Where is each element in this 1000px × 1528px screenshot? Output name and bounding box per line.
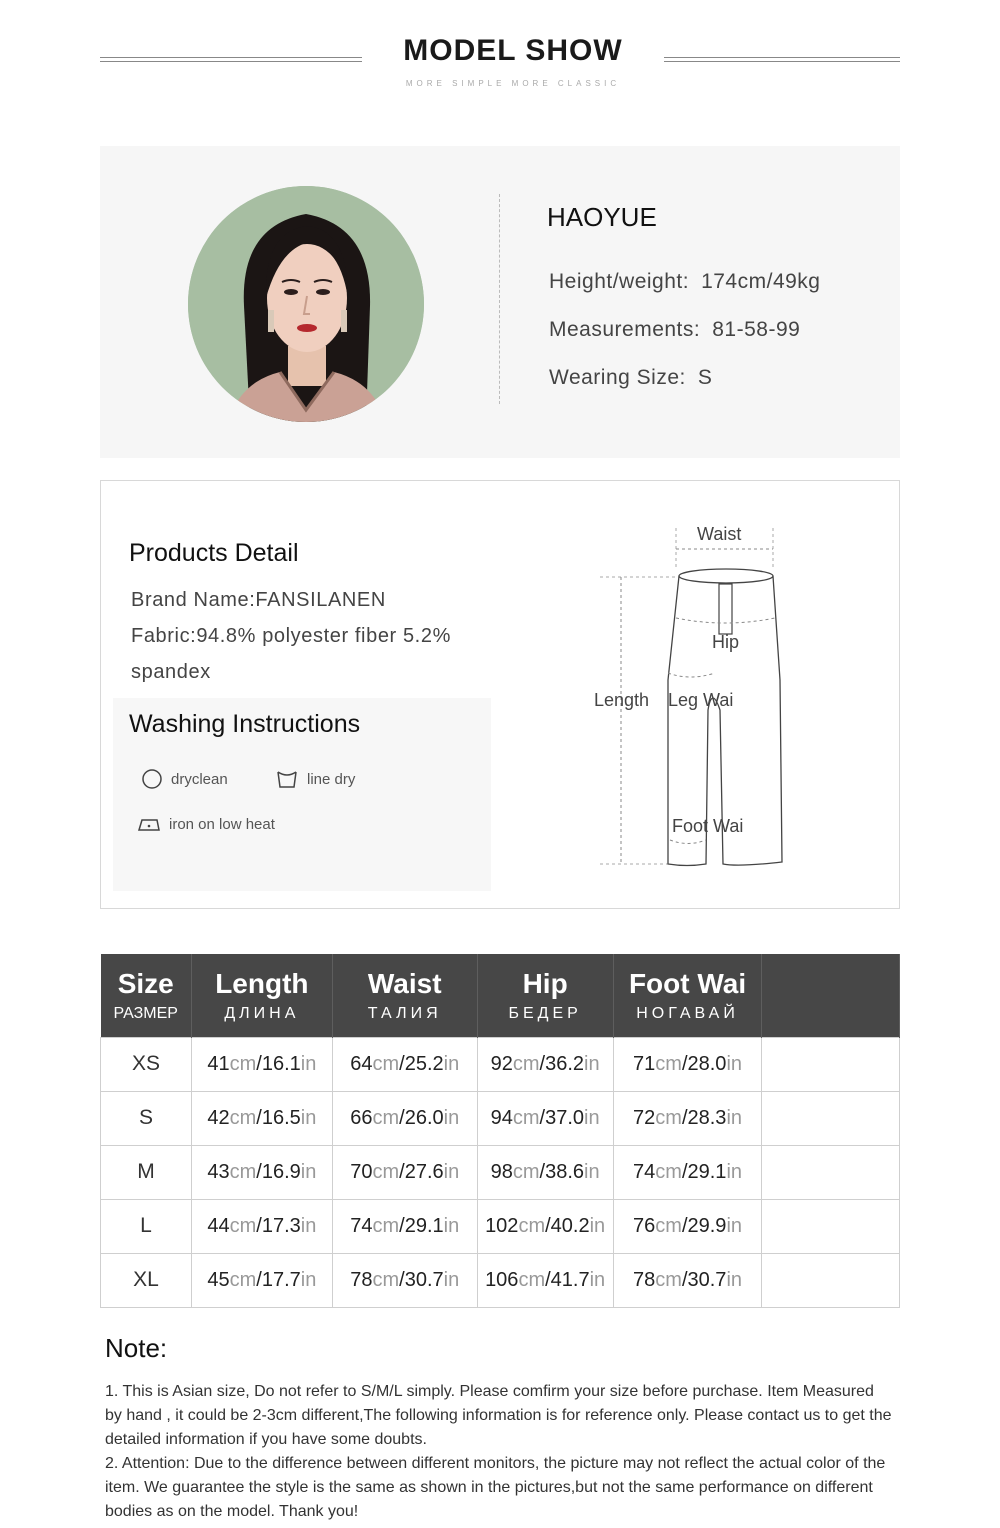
inch-unit: in <box>300 1106 317 1129</box>
slash: / <box>545 1214 551 1237</box>
waist-cell <box>332 1145 477 1199</box>
cm-value: 41 <box>207 1052 230 1075</box>
slash: / <box>545 1268 551 1291</box>
vertical-divider <box>499 194 500 404</box>
slash: / <box>256 1214 262 1237</box>
header-waist <box>332 954 477 1037</box>
cm-value: 42 <box>207 1106 230 1129</box>
note-title: Note: <box>105 1333 168 1363</box>
header-divider-left <box>100 57 362 62</box>
slash: / <box>539 1106 546 1129</box>
model-row-label: Measurements: <box>549 318 701 341</box>
inch-unit: in <box>443 1160 460 1183</box>
diagram-label-length: Length <box>594 690 650 710</box>
hip-cell <box>477 1091 613 1145</box>
empty-cell <box>762 1091 900 1145</box>
cm-value: 44 <box>207 1214 230 1237</box>
slash: / <box>399 1106 405 1129</box>
table-row <box>101 1091 900 1145</box>
model-row-label: Wearing Size: <box>549 366 686 389</box>
model-avatar <box>188 186 424 422</box>
slash: / <box>681 1052 688 1075</box>
slash: / <box>681 1160 688 1183</box>
header-empty <box>762 954 900 1037</box>
table-row <box>101 1199 900 1253</box>
header-en: Size <box>117 967 174 999</box>
brand-name: Brand Name:FANSILANEN <box>131 589 386 611</box>
length-cell <box>191 1145 332 1199</box>
inch-value: 36.2 <box>545 1052 585 1075</box>
slash: / <box>399 1160 405 1183</box>
waist-cell <box>332 1199 477 1253</box>
cm-unit: cm <box>655 1052 682 1075</box>
table-row <box>101 1037 900 1091</box>
hip-cell <box>477 1037 613 1091</box>
wash-item-iron <box>137 814 275 834</box>
inch-unit: in <box>443 1268 460 1291</box>
inch-value: 16.9 <box>261 1160 301 1183</box>
length-cell <box>191 1199 332 1253</box>
header-en: Waist <box>367 967 442 999</box>
foot-cell <box>613 1091 762 1145</box>
size-cell: L <box>101 1199 192 1253</box>
inch-unit: in <box>443 1106 460 1129</box>
inch-unit: in <box>300 1052 317 1075</box>
cm-unit: cm <box>372 1052 400 1075</box>
inch-value: 29.1 <box>687 1160 727 1183</box>
model-measurements <box>549 318 800 342</box>
header-en: Length <box>215 967 309 999</box>
slash: / <box>681 1106 688 1129</box>
cm-unit: cm <box>229 1052 257 1075</box>
cm-value: 78 <box>350 1268 373 1291</box>
products-detail-title: Products Detail <box>129 539 299 567</box>
inch-value: 41.7 <box>550 1268 590 1291</box>
wash-item-label: dryclean <box>171 770 228 788</box>
diagram-label-hip: Hip <box>712 632 740 652</box>
empty-cell <box>762 1145 900 1199</box>
hip-cell <box>477 1253 613 1307</box>
slash: / <box>399 1268 405 1291</box>
cm-unit: cm <box>512 1052 540 1075</box>
fabric-line-2: spandex <box>131 661 211 683</box>
note-paragraph-2: 2. Attention: Due to the difference between different monitors, the picture may not reflect the actual color of the item. We guarantee the style is the same as shown in the pictures,but not the same performance on different bodies as on the model. Thank you! <box>105 1455 886 1520</box>
waist-cell <box>332 1091 477 1145</box>
slash: / <box>399 1052 405 1075</box>
slash: / <box>539 1052 546 1075</box>
inch-value: 37.0 <box>545 1106 585 1129</box>
inch-value: 26.0 <box>404 1106 444 1129</box>
diagram-label-foot: Foot Wai <box>672 816 744 836</box>
table-header-row <box>101 954 900 1037</box>
cm-value: 70 <box>350 1160 373 1183</box>
header-size <box>101 954 192 1037</box>
inch-value: 28.3 <box>687 1106 727 1129</box>
cm-unit: cm <box>372 1268 400 1291</box>
cm-unit: cm <box>372 1106 400 1129</box>
cm-unit: cm <box>512 1106 540 1129</box>
slash: / <box>256 1160 262 1183</box>
waist-cell <box>332 1253 477 1307</box>
inch-unit: in <box>589 1268 606 1291</box>
waist-cell <box>332 1037 477 1091</box>
inch-value: 16.1 <box>261 1052 301 1075</box>
wash-item-label: line dry <box>307 770 356 788</box>
slash: / <box>539 1160 546 1183</box>
header-ru: ДЛИНА <box>224 1004 300 1022</box>
model-portrait-image <box>188 186 424 422</box>
model-card <box>100 146 900 458</box>
inch-value: 30.7 <box>687 1268 727 1291</box>
inch-unit: in <box>443 1052 460 1075</box>
inch-unit: in <box>726 1106 743 1129</box>
cm-value: 71 <box>633 1052 656 1075</box>
hip-cell <box>477 1199 613 1253</box>
inch-value: 17.3 <box>261 1214 301 1237</box>
header-ru: НОГАВАЙ <box>636 1004 739 1022</box>
header-en: Foot Wai <box>628 967 747 999</box>
slash: / <box>256 1052 262 1075</box>
inch-unit: in <box>726 1214 743 1237</box>
header-ru: ТАЛИЯ <box>367 1004 442 1022</box>
inch-unit: in <box>443 1214 460 1237</box>
inch-unit: in <box>589 1214 606 1237</box>
table-row <box>101 1145 900 1199</box>
inch-unit: in <box>726 1268 743 1291</box>
header-length <box>191 954 332 1037</box>
model-name: HAOYUE <box>547 202 657 232</box>
inch-unit: in <box>726 1160 743 1183</box>
cm-unit: cm <box>372 1214 400 1237</box>
inch-value: 29.1 <box>404 1214 444 1237</box>
model-row-label: Height/weight: <box>549 270 690 293</box>
header-ru: РАЗМЕР <box>113 1004 178 1022</box>
cm-value: 102 <box>485 1214 519 1237</box>
inch-value: 30.7 <box>404 1268 444 1291</box>
cm-value: 64 <box>350 1052 373 1075</box>
inch-unit: in <box>584 1160 600 1183</box>
cm-value: 92 <box>490 1052 513 1075</box>
inch-unit: in <box>300 1214 317 1237</box>
cm-value: 72 <box>633 1106 656 1129</box>
inch-value: 29.9 <box>687 1214 727 1237</box>
cm-unit: cm <box>229 1106 257 1129</box>
size-cell: XL <box>101 1253 192 1307</box>
cm-value: 76 <box>633 1214 656 1237</box>
cm-value: 78 <box>633 1268 656 1291</box>
cm-value: 43 <box>207 1160 230 1183</box>
cm-value: 106 <box>485 1268 519 1291</box>
pants-measurement-diagram <box>590 518 800 878</box>
line-dry-icon <box>275 768 299 790</box>
cm-value: 66 <box>350 1106 373 1129</box>
inch-value: 28.0 <box>687 1052 727 1075</box>
header-divider-right <box>664 57 900 62</box>
section-subtitle: MORE SIMPLE MORE CLASSIC <box>405 79 621 88</box>
inch-value: 16.5 <box>261 1106 301 1129</box>
foot-cell <box>613 1145 762 1199</box>
section-title: MODEL SHOW <box>403 34 623 67</box>
inch-value: 40.2 <box>550 1214 590 1237</box>
wash-item-line-dry <box>275 768 355 790</box>
cm-unit: cm <box>655 1106 682 1129</box>
empty-cell <box>762 1037 900 1091</box>
diagram-label-leg: Leg Wai <box>668 690 734 710</box>
size-cell: XS <box>101 1037 192 1091</box>
wash-item-label: iron on low heat <box>169 815 275 833</box>
inch-unit: in <box>584 1052 600 1075</box>
inch-unit: in <box>300 1160 317 1183</box>
inch-value: 27.6 <box>404 1160 444 1183</box>
washing-instructions-box <box>113 698 491 891</box>
header-foot <box>613 954 762 1037</box>
inch-value: 38.6 <box>545 1160 585 1183</box>
header-en: Hip <box>522 967 568 999</box>
slash: / <box>681 1268 688 1291</box>
cm-value: 98 <box>490 1160 513 1183</box>
inch-unit: in <box>300 1268 317 1291</box>
inch-unit: in <box>584 1106 600 1129</box>
hip-cell <box>477 1145 613 1199</box>
table-row <box>101 1253 900 1307</box>
model-row-value: S <box>697 366 713 389</box>
slash: / <box>256 1106 262 1129</box>
cm-value: 94 <box>490 1106 513 1129</box>
cm-value: 74 <box>633 1160 656 1183</box>
dryclean-icon <box>141 768 163 790</box>
size-chart-table <box>100 954 900 1308</box>
cm-unit: cm <box>229 1268 257 1291</box>
cm-unit: cm <box>229 1214 257 1237</box>
header-ru: БЕДЕР <box>508 1004 582 1022</box>
cm-unit: cm <box>229 1160 257 1183</box>
foot-cell <box>613 1199 762 1253</box>
cm-unit: cm <box>655 1268 682 1291</box>
model-wearing-size <box>549 366 712 390</box>
foot-cell <box>613 1037 762 1091</box>
header-hip <box>477 954 613 1037</box>
model-height-weight <box>549 270 820 294</box>
cm-value: 45 <box>207 1268 230 1291</box>
empty-cell <box>762 1199 900 1253</box>
inch-value: 17.7 <box>261 1268 301 1291</box>
slash: / <box>399 1214 405 1237</box>
slash: / <box>681 1214 688 1237</box>
model-row-value: 174cm/49kg <box>701 270 821 293</box>
length-cell <box>191 1253 332 1307</box>
size-cell: S <box>101 1091 192 1145</box>
foot-cell <box>613 1253 762 1307</box>
note-paragraph-1: 1. This is Asian size, Do not refer to S/M/L simply. Please comfirm your size before purchase. Item Measured by hand , it could be 2-3cm different,The following information is for reference only. Please contact us to get the detailed information if you have some doubts. <box>105 1383 892 1448</box>
slash: / <box>256 1268 262 1291</box>
length-cell <box>191 1037 332 1091</box>
cm-unit: cm <box>372 1160 400 1183</box>
cm-unit: cm <box>655 1214 682 1237</box>
cm-value: 74 <box>350 1214 373 1237</box>
iron-icon <box>137 814 161 834</box>
length-cell <box>191 1091 332 1145</box>
wash-item-dryclean <box>141 768 228 790</box>
empty-cell <box>762 1253 900 1307</box>
inch-value: 25.2 <box>404 1052 444 1075</box>
cm-unit: cm <box>655 1160 682 1183</box>
size-cell: M <box>101 1145 192 1199</box>
cm-unit: cm <box>518 1214 546 1237</box>
cm-unit: cm <box>518 1268 546 1291</box>
washing-instructions-title: Washing Instructions <box>129 710 361 738</box>
model-row-value: 81-58-99 <box>712 318 801 341</box>
cm-unit: cm <box>512 1160 540 1183</box>
inch-unit: in <box>726 1052 743 1075</box>
diagram-label-waist: Waist <box>697 524 742 544</box>
fabric-line-1: Fabric:94.8% polyester fiber 5.2% <box>131 625 451 647</box>
